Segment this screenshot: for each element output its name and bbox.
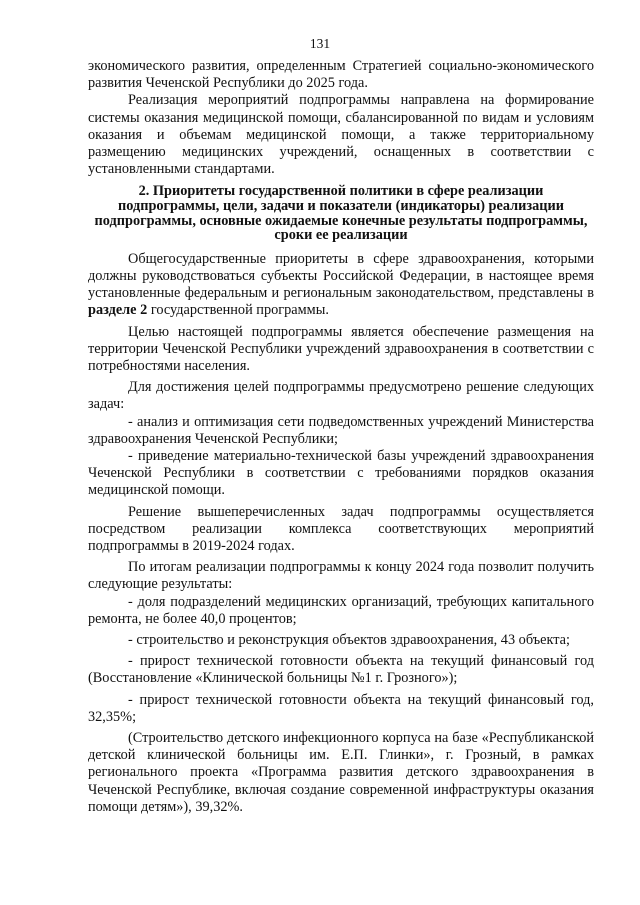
priorities-text-end: государственной программы. xyxy=(147,302,329,319)
page-content xyxy=(88,58,594,816)
paragraph-construction: (Строительство детского инфекционного корпуса на базе «Республиканской детской клинической больницы им. Е.П. Глинки», г. Грозный, в рамках регионального проекта «Программа развития детского здравоохранения в Чеченской Республике, включая создание современной инфраструктуры оказания помощи детям»), 39,32%. xyxy=(88,730,594,815)
list-item-result-4: - прирост технической готовности объекта на текущий финансовый год, 32,35%; xyxy=(88,691,594,725)
paragraph-solution: Решение вышеперечисленных задач подпрограммы осуществляется посредством реализации комплекса соответствующих мероприятий подпрограммы в 2019-2024 годах. xyxy=(88,503,594,555)
paragraph-priorities xyxy=(88,251,594,320)
section-heading: 2. Приоритеты государственной политики в сфере реализации подпрограммы, цели, задачи и показатели (индикаторы) реализации подпрограммы, основные ожидаемые конечные результаты подпрограммы, сроки ее реализации xyxy=(94,183,588,244)
paragraph-results-intro: По итогам реализации подпрограммы к концу 2024 года позволит получить следующие результаты: xyxy=(88,559,594,593)
paragraph-goal: Целью настоящей подпрограммы является обеспечение размещения на территории Чеченской Республики учреждений здравоохранения в соответствии с потребностями населения. xyxy=(88,323,594,375)
paragraph-tasks-intro: Для достижения целей подпрограммы предусмотрено решение следующих задач: xyxy=(88,379,594,413)
list-item-result-3: - прирост технической готовности объекта на текущий финансовый год (Восстановление «Клинической больницы №1 г. Грозного»); xyxy=(88,653,594,687)
list-item-task-2: - приведение материально-технической базы учреждений здравоохранения Чеченской Республики в соответствии с требованиями порядков оказания медицинской помощи. xyxy=(88,448,594,499)
priorities-bold-reference: разделе 2 xyxy=(88,302,148,319)
paragraph-continuation: экономического развития, определенным Стратегией социально-экономического развития Чеченской Республики до 2025 года. xyxy=(88,58,594,92)
paragraph-implementation: Реализация мероприятий подпрограммы направлена на формирование системы оказания медицинской помощи, сбалансированной по видам и условиям оказания и объемам медицинской помощи, а также территориальному размещению медицинских учреждений, оснащенных в соответствии с установленными стандартами. xyxy=(88,92,594,178)
page-number: 131 xyxy=(309,36,331,51)
list-item-result-2: - строительство и реконструкция объектов здравоохранения, 43 объекта; xyxy=(128,632,570,649)
list-item-result-1: - доля подразделений медицинских организаций, требующих капитального ремонта, не более 40,0 процентов; xyxy=(88,593,594,627)
list-item-task-1: - анализ и оптимизация сети подведомственных учреждений Министерства здравоохранения Чеченской Республики; xyxy=(88,413,594,447)
priorities-text: Общегосударственные приоритеты в сфере здравоохранения, которыми должны руководствоваться субъекты Российской Федерации, в настоящее время установленные федеральным и региональным законодательством, представлены в xyxy=(88,250,594,302)
